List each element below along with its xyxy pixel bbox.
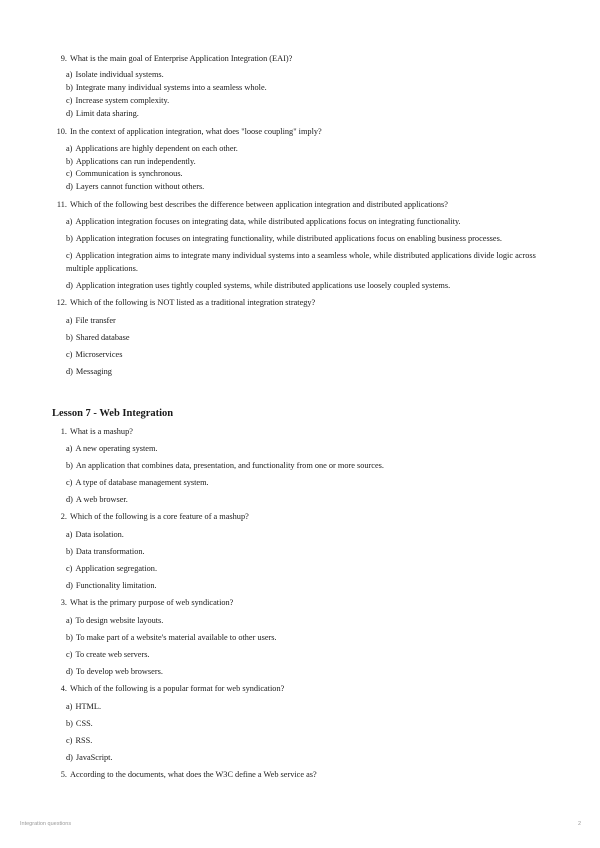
option: a) Applications are highly dependent on each other. <box>66 144 238 153</box>
option: b) Application integration focuses on integrating functionality, while distributed applications focus on enabling business processes. <box>66 234 502 243</box>
question-text: Which of the following is a popular format for web syndication? <box>70 684 285 693</box>
option: c) Increase system complexity. <box>66 96 170 105</box>
question-text: Which of the following is a core feature of a mashup? <box>70 512 249 521</box>
question-text: In the context of application integration, what does "loose coupling" imply? <box>70 127 322 136</box>
option: c) Communication is synchronous. <box>66 169 183 178</box>
footer-title: Integration questions <box>20 821 72 827</box>
question-10: 10. In the context of application integration, what does "loose coupling" imply? <box>56 127 322 136</box>
option: d) Limit data sharing. <box>66 109 139 118</box>
option: c) Application segregation. <box>66 564 158 573</box>
option: d) Application integration uses tightly coupled systems, while distributed applications use loosely coupled systems. <box>66 281 451 290</box>
option: d) Layers cannot function without others. <box>66 182 205 191</box>
question-text: What is a mashup? <box>70 427 133 436</box>
option: c) RSS. <box>66 736 93 745</box>
question-5: 5. According to the documents, what does the W3C define a Web service as? <box>60 770 317 779</box>
question-4: 4. Which of the following is a popular format for web syndication? <box>60 684 285 693</box>
option: b) CSS. <box>66 719 93 728</box>
question-12: 12. Which of the following is NOT listed as a traditional integration strategy? <box>56 298 316 307</box>
option: a) Isolate individual systems. <box>66 70 164 79</box>
question-text: Which of the following is NOT listed as a traditional integration strategy? <box>70 298 316 307</box>
option: c) Application integration aims to integrate many individual systems into a seamless whole, while distributed applications divide logic across multiple applications. <box>66 251 536 273</box>
option: d) JavaScript. <box>66 753 113 762</box>
option: a) Application integration focuses on integrating data, while distributed applications focus on integrating functionality. <box>66 217 461 226</box>
option: a) A new operating system. <box>66 444 158 453</box>
option: d) Functionality limitation. <box>66 581 157 590</box>
option: a) To design website layouts. <box>66 616 164 625</box>
option: c) To create web servers. <box>66 650 150 659</box>
option: a) HTML. <box>66 702 102 711</box>
question-2: 2. Which of the following is a core feature of a mashup? <box>60 512 249 521</box>
page-number: 2 <box>577 821 581 827</box>
option: a) Data isolation. <box>66 530 124 539</box>
option: c) A type of database management system. <box>66 478 209 487</box>
section-heading: Lesson 7 - Web Integration <box>52 408 174 419</box>
question-1: 1. What is a mashup? <box>60 427 133 436</box>
option: d) A web browser. <box>66 495 128 504</box>
question-text: According to the documents, what does the W3C define a Web service as? <box>70 770 317 779</box>
question-text: Which of the following best describes the difference between application integration and distributed applications? <box>70 200 448 209</box>
option: d) To develop web browsers. <box>66 667 163 676</box>
option: b) To make part of a website's material available to other users. <box>66 633 277 642</box>
option: d) Messaging <box>66 367 112 376</box>
question-11: 11. Which of the following best describes the difference between application integration and distributed applications? <box>56 200 448 209</box>
option: b) Applications can run independently. <box>66 157 196 166</box>
option: b) An application that combines data, presentation, and functionality from one or more sources. <box>66 461 384 470</box>
question-3: 3. What is the primary purpose of web syndication? <box>60 598 234 607</box>
option: b) Integrate many individual systems into a seamless whole. <box>66 83 267 92</box>
option: b) Data transformation. <box>66 547 145 556</box>
question-text: What is the main goal of Enterprise Application Integration (EAI)? <box>70 54 293 63</box>
option: c) Microservices <box>66 350 123 359</box>
question-9: 9. What is the main goal of Enterprise Application Integration (EAI)? <box>60 54 293 63</box>
option: a) File transfer <box>66 316 116 325</box>
option: b) Shared database <box>66 333 130 342</box>
question-text: What is the primary purpose of web syndication? <box>70 598 234 607</box>
